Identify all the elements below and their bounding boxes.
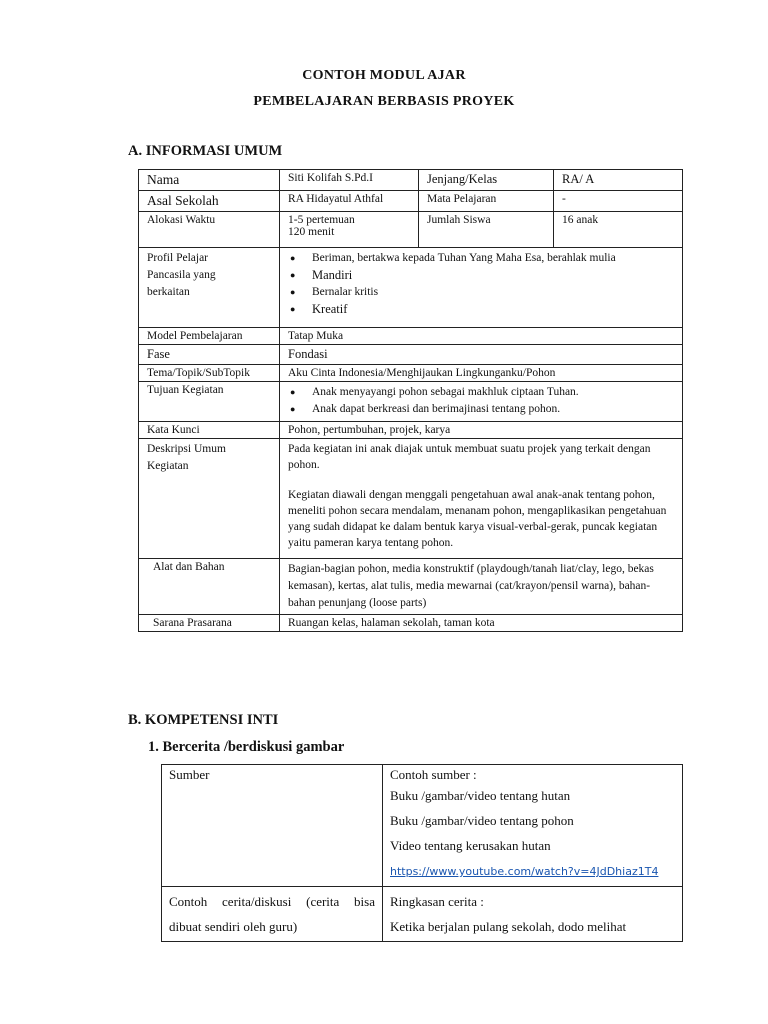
waktu-label: Alokasi Waktu [139, 212, 280, 248]
mapel-value: - [554, 191, 683, 212]
sumber-label: Sumber [162, 765, 383, 887]
sarana-value: Ruangan kelas, halaman sekolah, taman kota [280, 615, 683, 632]
list-item: ● Anak dapat berkreasi dan berimajinasi tentang pohon. [288, 401, 674, 418]
tujuan-label: Tujuan Kegiatan [139, 382, 280, 422]
kata-kunci-value: Pohon, pertumbuhan, projek, karya [280, 422, 683, 439]
list-item: Video tentang kerusakan hutan [390, 838, 551, 853]
table-row [139, 345, 683, 365]
table-row [139, 365, 683, 382]
ringkasan-title: Ringkasan cerita : [390, 894, 484, 909]
sumber-value [383, 765, 683, 887]
fase-label: Fase [139, 345, 280, 365]
siswa-label: Jumlah Siswa [419, 212, 554, 248]
table-row [139, 422, 683, 439]
cerita-value [383, 887, 683, 942]
deskripsi-paragraph-1: Pada kegiatan ini anak diajak untuk membuat suatu projek yang terkait dengan pohon. [288, 443, 651, 471]
mapel-label: Mata Pelajaran [419, 191, 554, 212]
table-row [139, 382, 683, 422]
model-label: Model Pembelajaran [139, 328, 280, 345]
jenjang-value: RA/ A [554, 170, 683, 191]
list-item: Buku /gambar/video tentang pohon [390, 813, 574, 828]
fase-value: Fondasi [280, 345, 683, 365]
table-row [139, 248, 683, 328]
sarana-label: Sarana Prasarana [139, 615, 280, 632]
section-b-heading: B. KOMPETENSI INTI [128, 712, 279, 728]
table-row [139, 439, 683, 559]
jenjang-label: Jenjang/Kelas [419, 170, 554, 191]
list-item: ● Beriman, bertakwa kepada Tuhan Yang Maha Esa, berahlak mulia [288, 250, 674, 267]
deskripsi-label [139, 439, 280, 559]
youtube-link[interactable]: https://www.youtube.com/watch?v=4JdDhiaz1T4 [390, 865, 659, 878]
profil-label-line3: berkaitan [147, 286, 190, 298]
document-title: CONTOH MODUL AJAR [302, 68, 466, 83]
deskripsi-label-line2: Kegiatan [147, 460, 189, 472]
tema-value: Aku Cinta Indonesia/Menghijaukan Lingkunganku/Pohon [280, 365, 683, 382]
informasi-umum-table [138, 169, 683, 632]
deskripsi-paragraph-2: Kegiatan diawali dengan menggali pengetahuan awal anak-anak tentang pohon, meneliti pohon secara mendalam, menanam pohon, mengaplikasikan pengetahuan yang sudah didapat ke dalam bentuk karya visual-verbal-gerak, puncak kegiatan yaitu pameran karya tentang pohon. [288, 489, 667, 549]
table-row [139, 212, 683, 248]
table-row [139, 328, 683, 345]
deskripsi-label-line1: Deskripsi Umum [147, 443, 226, 455]
tujuan-value [280, 382, 683, 422]
document-subtitle: PEMBELAJARAN BERBASIS PROYEK [253, 94, 515, 109]
siswa-value: 16 anak [554, 212, 683, 248]
tema-label: Tema/Topik/SubTopik [139, 365, 280, 382]
nama-label: Nama [139, 170, 280, 191]
alat-value: Bagian-bagian pohon, media konstruktif (playdough/tanah liat/clay, lego, bekas kemasan), kertas, alat tulis, media mewarnai (cat/krayon/pensil warna), bahan-bahan penunjang (loose parts) [280, 559, 683, 615]
kata-kunci-label: Kata Kunci [139, 422, 280, 439]
profil-label [139, 248, 280, 328]
model-value: Tatap Muka [280, 328, 683, 345]
table-row [162, 765, 683, 887]
ringkasan-text: Ketika berjalan pulang sekolah, dodo melihat [390, 919, 627, 934]
profil-label-line2: Pancasila yang [147, 269, 216, 281]
contoh-sumber-title: Contoh sumber : [390, 767, 477, 782]
section-a-heading: A. INFORMASI UMUM [128, 143, 283, 159]
section-b-subheading: 1. Bercerita /berdiskusi gambar [148, 739, 345, 755]
sekolah-label: Asal Sekolah [139, 191, 280, 212]
nama-value: Siti Kolifah S.Pd.I [280, 170, 419, 191]
cerita-label: Contoh cerita/diskusi (cerita bisa dibuat sendiri oleh guru) [162, 887, 383, 942]
alat-label: Alat dan Bahan [139, 559, 280, 615]
waktu-value-line2: 120 menit [288, 226, 335, 238]
deskripsi-value [280, 439, 683, 559]
table-row [139, 191, 683, 212]
list-item: ● Bernalar kritis [288, 284, 674, 301]
waktu-value [280, 212, 419, 248]
list-item: ● Anak menyayangi pohon sebagai makhluk ciptaan Tuhan. [288, 384, 674, 401]
kompetensi-table [161, 764, 683, 942]
table-row [139, 615, 683, 632]
table-row [139, 559, 683, 615]
list-item: Buku /gambar/video tentang hutan [390, 788, 571, 803]
list-item: ● Kreatif [288, 301, 674, 318]
profil-label-line1: Profil Pelajar [147, 252, 208, 264]
list-item: ● Mandiri [288, 267, 674, 284]
table-row [139, 170, 683, 191]
profil-value [280, 248, 683, 328]
sekolah-value: RA Hidayatul Athfal [280, 191, 419, 212]
table-row [162, 887, 683, 942]
waktu-value-line1: 1-5 pertemuan [288, 214, 355, 226]
